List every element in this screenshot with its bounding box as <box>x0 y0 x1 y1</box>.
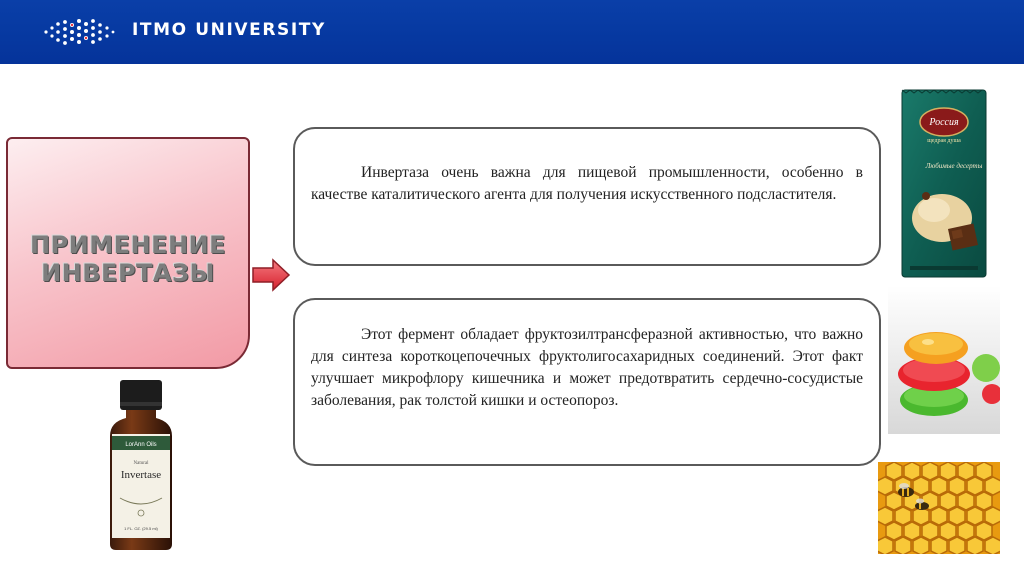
info-box-1-text: Инвертаза очень важна для пищевой промышленности, особенно в качестве каталитического агента для получения искусственного подсластителя. <box>311 164 863 203</box>
title-line-1: ПРИМЕНЕНИЕ <box>29 231 227 259</box>
info-box-1 <box>293 127 881 266</box>
chocolate-bar-image <box>900 88 988 279</box>
title-line-2: ИНВЕРТАЗЫ <box>41 259 215 287</box>
bottle-brand: LorAnn Oils <box>125 442 157 448</box>
bottle-label-small: Natural <box>133 461 149 466</box>
header-bar <box>0 0 1024 64</box>
honeycomb-image <box>878 462 1000 554</box>
chocolate-subtitle: щедрая душа <box>927 138 961 144</box>
slide-title <box>8 231 248 287</box>
logo-text: ITMO UNIVERSITY <box>132 20 326 40</box>
invertase-bottle-image <box>106 378 176 552</box>
itmo-logo-icon <box>42 17 122 47</box>
bottle-volume: 1 FL. OZ. (29.5 ml) <box>124 526 158 531</box>
bottle-label-main: Invertase <box>120 469 162 481</box>
chocolate-flavor: Любимые десерты <box>925 162 983 170</box>
right-arrow-icon <box>251 258 291 292</box>
info-box-2 <box>293 298 881 466</box>
title-card <box>6 137 250 369</box>
jelly-candies-image <box>888 286 1000 434</box>
chocolate-brand: Россия <box>929 117 959 128</box>
info-box-2-text: Этот фермент обладает фруктозилтрансферазной активностью, что важно для синтеза короткоцепочечных фруктолигосахаридных соединений. Этот факт улучшает микрофлору кишечника и может предотвратить сердечно-сосудистые заболевания, рак толстой кишки и остеопороз. <box>311 326 863 409</box>
